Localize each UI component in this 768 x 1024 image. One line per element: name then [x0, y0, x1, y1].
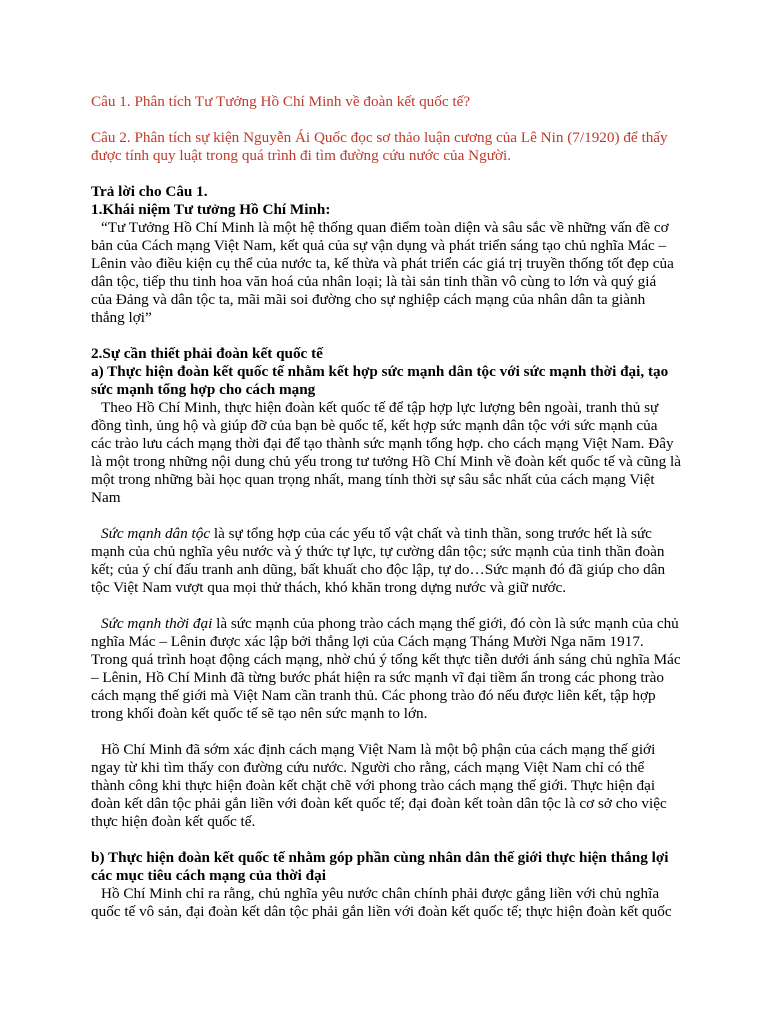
section-2-title: 2.Sự cần thiết phải đoàn kết quốc tế	[91, 345, 323, 362]
spacer	[91, 327, 681, 345]
spacer	[91, 723, 681, 741]
spacer	[91, 165, 681, 183]
section-2b-title: b) Thực hiện đoàn kết quốc tế nhằm góp phần cùng nhân dân thế giới thực hiện thắng lợi các mục tiêu cách mạng của thời đại	[91, 849, 669, 884]
spacer	[91, 111, 681, 129]
term-suc-manh-dan-toc: Sức mạnh dân tộc	[101, 525, 211, 542]
section-1-title: 1.Khái niệm Tư tưởng Hồ Chí Minh:	[91, 201, 331, 218]
section-2a-paragraph-1: Theo Hồ Chí Minh, thực hiện đoàn kết quốc tế để tập hợp lực lượng bên ngoài, tranh thủ sự đồng tình, ủng hộ và giúp đỡ của bạn bè quốc tế, kết hợp sức mạnh dân tộc với sức mạnh của các trào lưu cách mạng thời đại để tạo thành sức mạnh tổng hợp. cho cách mạng Việt Nam. Đây là một trong những nội dung chủ yếu trong tư tưởng Hồ Chí Minh về đoàn kết quốc tế và cũng là một trong những bài học quan trọng nhất, mang tính thời sự sâu sắc nhất của cách mạng Việt Nam	[91, 399, 681, 506]
question-1: Câu 1. Phân tích Tư Tưởng Hồ Chí Minh về đoàn kết quốc tế?	[91, 93, 471, 110]
paragraph-text: là sức mạnh của phong trào cách mạng thế giới, đó còn là sức mạnh của chủ nghĩa Mác – Lênin được xác lập bởi thắng lợi của Cách mạng Tháng Mười Nga năm 1917. Trong quá trình hoạt động cách mạng, nhờ chú ý tổng kết thực tiễn dưới ánh sáng chủ nghĩa Mác – Lênin, Hồ Chí Minh đã từng bước phát hiện ra sức mạnh vĩ đại tiềm ẩn trong các phong trào cách mạng thế giới mà Việt Nam cần tranh thủ. Các phong trào đó nếu được liên kết, tập hợp trong khối đoàn kết quốc tế sẽ tạo nên sức mạnh to lớn.	[91, 615, 681, 722]
term-suc-manh-thoi-dai: Sức mạnh thời đại	[101, 615, 213, 632]
section-2b-paragraph-1: Hồ Chí Minh chỉ ra rằng, chủ nghĩa yêu nước chân chính phải được gắng liền với chủ nghĩa quốc tế vô sản, đại đoàn kết dân tộc phải gắn liền với đoàn kết quốc tế; thực hiện đoàn kết quốc	[91, 885, 672, 920]
spacer	[91, 597, 681, 615]
section-2a-paragraph-2	[91, 525, 681, 597]
section-1-body: “Tư Tưởng Hồ Chí Minh là một hệ thống quan điểm toàn diện và sâu sắc về những vấn đề cơ bản của Cách mạng Việt Nam, kết quả của sự vận dụng và phát triển sáng tạo chủ nghĩa Mác – Lênin vào điều kiện cụ thể của nước ta, kế thừa và phát triển các giá trị truyền thống tốt đẹp của dân tộc, tiếp thu tinh hoa văn hoá của nhân loại; là tài sản tinh thần vô cùng to lớn và quý giá của Đảng và dân tộc ta, mãi mãi soi đường cho sự nghiệp cách mạng của nhân dân ta giành thắng lợi”	[91, 219, 674, 326]
document-body	[91, 93, 681, 921]
paragraph-text: là sự tổng hợp của các yếu tố vật chất và tinh thần, song trước hết là sức mạnh của chủ nghĩa yêu nước và ý thức tự lực, tự cường dân tộc; sức mạnh của tinh thần đoàn kết; của ý chí đấu tranh anh dũng, bất khuất cho độc lập, tự do…Sức mạnh đó đã giúp cho dân tộc Việt Nam vượt qua mọi thử thách, khó khăn trong dựng nước và giữ nước.	[91, 525, 666, 596]
section-2a-paragraph-3	[91, 615, 681, 723]
spacer	[91, 831, 681, 849]
spacer	[91, 507, 681, 525]
section-2a-paragraph-4: Hồ Chí Minh đã sớm xác định cách mạng Việt Nam là một bộ phận của cách mạng thế giới ngay từ khi tìm thấy con đường cứu nước. Người cho rằng, cách mạng Việt Nam chỉ có thể thành công khi thực hiện đoàn kết chặt chẽ với phong trào cách mạng thế giới. Thực hiện đại đoàn kết dân tộc phải gắn liền với đoàn kết quốc tế; đại đoàn kết toàn dân tộc là cơ sở cho việc thực hiện đoàn kết quốc tế.	[91, 741, 667, 830]
section-2a-title: a) Thực hiện đoàn kết quốc tế nhằm kết hợp sức mạnh dân tộc với sức mạnh thời đại, tạo sức mạnh tổng hợp cho cách mạng	[91, 363, 669, 398]
question-2: Câu 2. Phân tích sự kiện Nguyễn Ái Quốc đọc sơ thảo luận cương của Lê Nin (7/1920) để thấy được tính quy luật trong quá trình đi tìm đường cứu nước của Người.	[91, 129, 668, 164]
answer-heading: Trả lời cho Câu 1.	[91, 183, 208, 200]
